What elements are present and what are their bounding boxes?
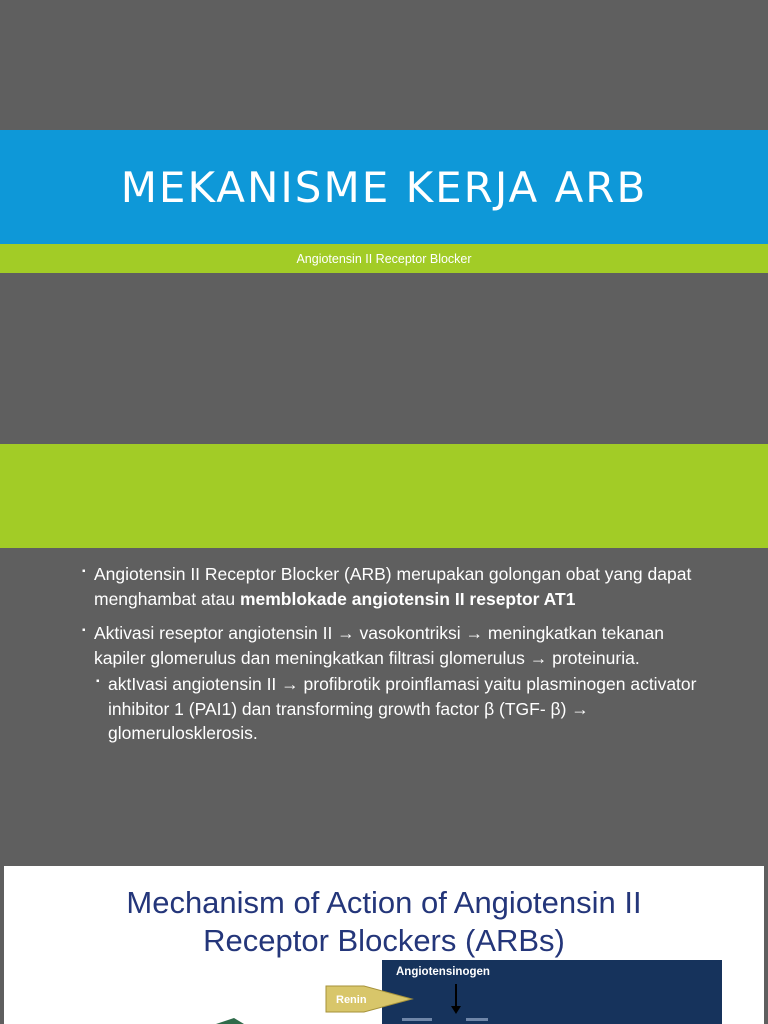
mechanism-diagram xyxy=(4,866,764,1024)
bullet-dot-icon: ▪ xyxy=(82,566,86,577)
subtitle-band xyxy=(0,244,768,273)
partial-text-mark xyxy=(466,1018,488,1021)
title-slide xyxy=(0,0,768,444)
sub-bullet-text: aktIvasi angiotensin II → profibrotik proinflamasi yaitu plasminogen activator inhibitor 1 (PAI1) dan transforming growth factor β (TGF- β) → glomerulosklerosis. xyxy=(108,674,697,743)
bullet-list xyxy=(80,562,720,746)
diagram-title-line-2: Receptor Blockers (ARBs) xyxy=(203,923,565,958)
bullet-item xyxy=(80,562,720,611)
diagram-title-line-1: Mechanism of Action of Angiotensin II xyxy=(126,885,642,920)
section-header-band xyxy=(0,444,768,548)
partial-shape xyxy=(216,1018,244,1024)
sub-bullet-item xyxy=(94,672,720,746)
angiotensinogen-label: Angiotensinogen xyxy=(396,966,490,978)
bullet-dot-icon: ▪ xyxy=(96,676,100,687)
title-band xyxy=(0,130,768,244)
bullet-dot-icon: ▪ xyxy=(82,625,86,636)
partial-text-mark xyxy=(402,1018,432,1021)
slide-subtitle: Angiotensin II Receptor Blocker xyxy=(296,251,472,266)
bullet-bold-text: memblokade angiotensin II reseptor AT1 xyxy=(239,588,576,609)
content-slide xyxy=(0,548,768,866)
slide-title: MEKANISME KERJA ARB xyxy=(120,162,648,212)
bullet-item xyxy=(80,621,720,670)
renin-label: Renin xyxy=(336,994,367,1006)
bullet-text: Angiotensin II Receptor Blocker (ARB) merupakan golongan obat yang dapat menghambat atau xyxy=(94,564,692,609)
bullet-text: Aktivasi reseptor angiotensin II → vasokontriksi → meningkatkan tekanan kapiler glomerulus dan meningkatkan filtrasi glomerulus → proteinuria. xyxy=(94,623,665,668)
diagram-slide xyxy=(4,866,764,1024)
